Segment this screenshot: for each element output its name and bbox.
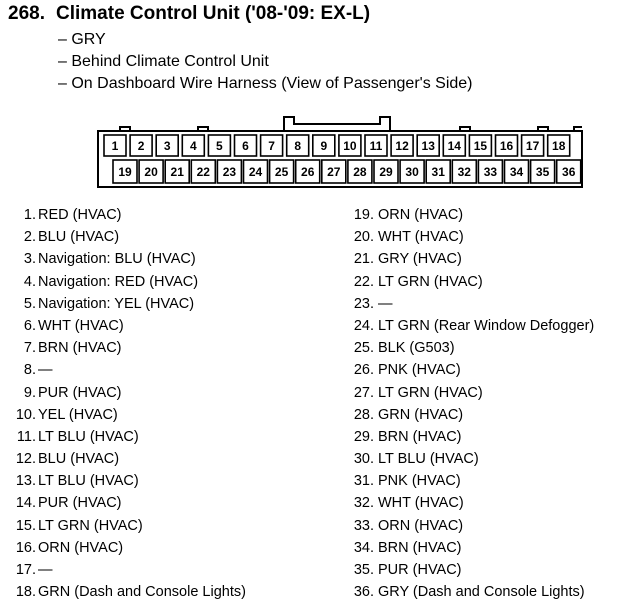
pin-number: 5. [23, 295, 36, 312]
wire-description: WHT (HVAC) [378, 495, 464, 512]
pin-number: 22. [353, 273, 374, 290]
pin-entry [330, 248, 462, 270]
wire-description: PUR (HVAC) [38, 384, 122, 401]
pin-label: 33 [483, 165, 498, 179]
pin-label: 28 [353, 165, 367, 179]
pin-cavity [452, 160, 476, 183]
pin-label: 14 [447, 139, 461, 153]
pin-label: 11 [369, 139, 383, 153]
wire-description: BRN (HVAC) [38, 340, 122, 357]
pin-label: 17 [525, 139, 540, 153]
pin-entry [330, 204, 464, 226]
pin-entry [330, 559, 462, 581]
pin-number: 12. [15, 451, 36, 468]
pin-label: 23 [222, 165, 237, 179]
pin-number: 8. [23, 362, 36, 379]
wire-description: GRY (HVAC) [378, 251, 462, 268]
pin-entry [330, 337, 455, 359]
pin-cavity [557, 160, 581, 183]
pin-number: 18. [15, 584, 36, 601]
pin-list-left [0, 204, 246, 603]
pin-entry [0, 448, 120, 470]
wire-description: Navigation: YEL (HVAC) [38, 295, 195, 312]
wire-description: YEL (HVAC) [38, 406, 118, 423]
pin-label: 8 [294, 139, 302, 153]
pin-label: 24 [248, 165, 263, 179]
pin-label: 16 [499, 139, 514, 153]
pin-cavity [287, 135, 309, 156]
pin-cavity [426, 160, 450, 183]
pin-number: 27. [353, 384, 374, 401]
wire-description: LT GRN (HVAC) [38, 517, 143, 534]
pin-entry [330, 315, 595, 337]
pin-cavity [244, 160, 268, 183]
pin-cavity [191, 160, 215, 183]
pin-cavity [443, 135, 465, 156]
pin-cavity [139, 160, 163, 183]
pin-label: 13 [421, 139, 435, 153]
pin-label: 27 [327, 165, 341, 179]
pin-number: 15. [15, 517, 36, 534]
pin-cavity [417, 135, 439, 156]
pin-cavity [400, 160, 424, 183]
pin-cavity [130, 135, 152, 156]
pin-label: 3 [163, 139, 171, 153]
pin-cavity [505, 160, 529, 183]
pin-label: 6 [242, 139, 249, 153]
pin-number: 25. [353, 340, 374, 357]
wire-description: WHT (HVAC) [378, 229, 464, 246]
pin-cavity [208, 135, 230, 156]
pin-number: 32. [353, 495, 374, 512]
pin-label: 35 [535, 165, 550, 179]
pin-entry [330, 404, 464, 426]
pin-number: 28. [353, 406, 374, 423]
pin-label: 2 [137, 139, 145, 153]
top-pin-row [104, 135, 570, 156]
pin-number: 10. [15, 406, 36, 423]
pin-number: 21. [353, 251, 374, 268]
wire-description: GRY (Dash and Console Lights) [378, 584, 585, 601]
pin-entry [330, 382, 483, 404]
pin-entry [0, 581, 246, 603]
harness-line: – On Dashboard Wire Harness (View of Passenger's Side) [58, 75, 473, 92]
pin-entry [330, 581, 585, 603]
pin-cavity [182, 135, 204, 156]
pin-number: 31. [353, 473, 374, 490]
pin-number: 19. [353, 207, 374, 223]
pin-label: 1 [111, 139, 119, 153]
pin-number: 17. [15, 562, 36, 578]
wire-description: ORN (HVAC) [378, 207, 464, 223]
pin-entry [0, 404, 118, 426]
pin-number: 16. [15, 539, 36, 556]
wire-description: ORN (HVAC) [38, 539, 124, 556]
pin-cavity [348, 160, 372, 183]
pin-label: 22 [196, 165, 210, 179]
pin-number: 24. [353, 317, 374, 334]
pin-cavity [496, 135, 518, 156]
wire-description: PUR (HVAC) [378, 562, 462, 578]
location-line: – Behind Climate Control Unit [58, 53, 269, 70]
pin-label: 29 [379, 165, 393, 179]
pin-entry [330, 426, 462, 448]
wire-description: BRN (HVAC) [378, 428, 462, 445]
wire-description: Navigation: RED (HVAC) [38, 273, 199, 290]
pin-entry [0, 537, 124, 559]
pin-label: 36 [562, 165, 576, 179]
pin-entry [0, 382, 122, 404]
pin-number: 11. [16, 428, 36, 445]
pin-cavity [478, 160, 502, 183]
pin-label: 15 [473, 139, 488, 153]
bottom-pin-row [113, 160, 581, 183]
wire-description: PNK (HVAC) [378, 473, 461, 490]
pin-entry [0, 492, 122, 514]
item-number: 268. [8, 3, 45, 24]
color-line: – GRY [58, 31, 106, 48]
pin-entry [330, 226, 464, 248]
pin-cavity [322, 160, 346, 183]
pin-label: 32 [457, 165, 471, 179]
wire-description: LT GRN (HVAC) [378, 384, 483, 401]
pin-cavity [217, 160, 241, 183]
pin-entry [330, 293, 393, 315]
pin-number: 3. [23, 251, 36, 268]
pin-number: 1. [23, 207, 36, 223]
pin-cavity [339, 135, 361, 156]
pin-number: 29. [353, 428, 374, 445]
pin-cavity [261, 135, 283, 156]
pin-entry [0, 426, 139, 448]
pin-label: 21 [170, 165, 184, 179]
pin-entry [0, 204, 122, 226]
pin-label: 5 [216, 139, 223, 153]
pin-entry [330, 448, 479, 470]
pin-cavity [374, 160, 398, 183]
pin-number: 4. [23, 273, 36, 290]
pin-cavity [113, 160, 137, 183]
pin-cavity [522, 135, 544, 156]
pin-label: 7 [268, 139, 275, 153]
pin-entry [0, 293, 195, 315]
pin-entry [330, 359, 461, 381]
pin-number: 36. [353, 584, 374, 601]
connector-diagram [0, 0, 640, 200]
pin-number: 7. [23, 340, 36, 357]
pin-label: 25 [274, 165, 289, 179]
pin-number: 23. [353, 295, 374, 312]
pin-label: 19 [118, 165, 132, 179]
pin-cavity [365, 135, 387, 156]
pin-cavity [531, 160, 555, 183]
pin-entry [330, 492, 464, 514]
pin-list-right [330, 204, 595, 603]
pin-entry [0, 515, 143, 537]
pin-entry [0, 248, 196, 270]
pin-cavity [104, 135, 126, 156]
pin-entry [0, 470, 139, 492]
wire-description: RED (HVAC) [38, 207, 122, 223]
wire-description: — [38, 362, 53, 379]
pin-label: 4 [189, 139, 197, 153]
wire-description: LT BLU (HVAC) [378, 451, 479, 468]
wire-description: LT GRN (Rear Window Defogger) [378, 317, 595, 334]
pin-cavity [235, 135, 257, 156]
pin-label: 18 [552, 139, 566, 153]
wire-description: GRN (Dash and Console Lights) [38, 584, 246, 601]
pin-number: 33. [353, 517, 374, 534]
pin-cavity [313, 135, 335, 156]
pin-label: 26 [301, 165, 315, 179]
pin-number: 9. [23, 384, 36, 401]
pin-label: 31 [431, 165, 445, 179]
pin-entry [0, 226, 120, 248]
pin-entry [330, 470, 461, 492]
pin-cavity [165, 160, 189, 183]
pin-cavity [548, 135, 570, 156]
lock-tab [284, 117, 390, 131]
pin-number: 20. [353, 229, 374, 246]
pin-cavity [469, 135, 491, 156]
pin-cavity [391, 135, 413, 156]
wire-description: — [38, 562, 53, 578]
wire-description: BLU (HVAC) [38, 451, 120, 468]
pin-number: 6. [23, 317, 36, 334]
pin-number: 26. [353, 362, 374, 379]
wire-description: BRN (HVAC) [378, 539, 462, 556]
pin-number: 2. [23, 229, 36, 246]
pin-label: 34 [509, 165, 524, 179]
pin-entry [0, 559, 53, 581]
pin-entry [0, 337, 122, 359]
wire-description: PUR (HVAC) [38, 495, 122, 512]
pin-entry [330, 537, 462, 559]
pin-entry [0, 315, 124, 337]
pin-entry [330, 271, 483, 293]
wire-description: WHT (HVAC) [38, 317, 124, 334]
wire-description: PNK (HVAC) [378, 362, 461, 379]
pin-number: 30. [353, 451, 374, 468]
wire-description: — [378, 295, 393, 312]
wire-description: BLK (G503) [378, 340, 455, 357]
wire-description: GRN (HVAC) [378, 406, 464, 423]
wire-description: LT BLU (HVAC) [38, 428, 139, 445]
wire-description: LT GRN (HVAC) [378, 273, 483, 290]
wire-description: LT BLU (HVAC) [38, 473, 139, 490]
wire-description: BLU (HVAC) [38, 229, 120, 246]
pin-number: 13. [15, 473, 36, 490]
pin-label: 30 [405, 165, 419, 179]
pin-label: 12 [395, 139, 409, 153]
pin-entry [0, 271, 199, 293]
pin-label: 9 [320, 139, 328, 153]
pin-cavity [270, 160, 294, 183]
pin-entry [330, 515, 464, 537]
pin-entry [0, 359, 53, 381]
wire-description: ORN (HVAC) [378, 517, 464, 534]
pin-cavity [156, 135, 178, 156]
pin-cavity [296, 160, 320, 183]
pin-number: 35. [353, 562, 374, 578]
wire-description: Navigation: BLU (HVAC) [38, 251, 196, 268]
pin-number: 34. [353, 539, 374, 556]
pin-number: 14. [15, 495, 36, 512]
pin-label: 20 [144, 165, 158, 179]
title-text: Climate Control Unit ('08-'09: EX-L) [56, 3, 371, 24]
pin-label: 10 [343, 139, 357, 153]
